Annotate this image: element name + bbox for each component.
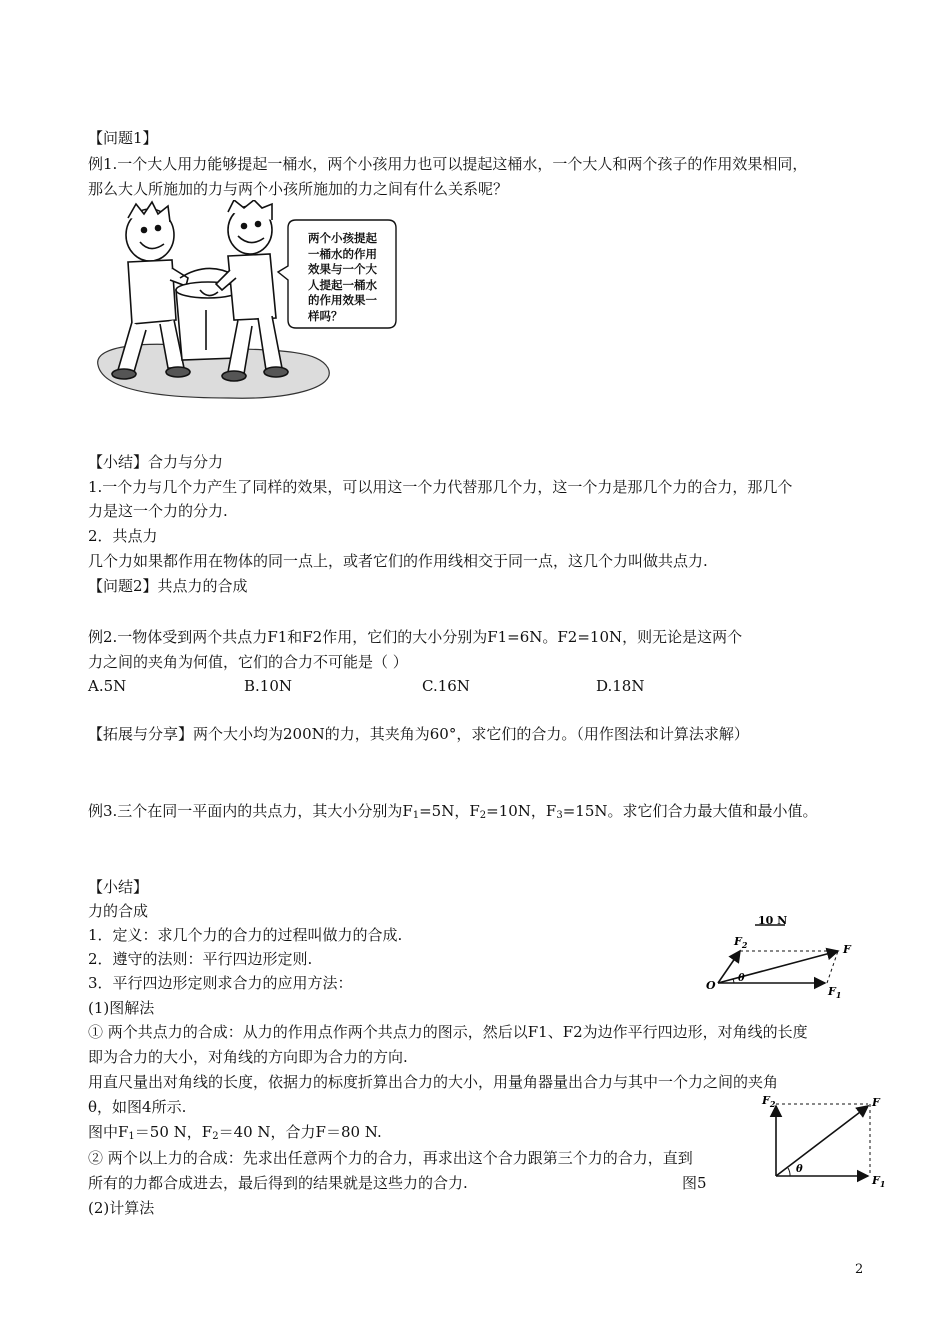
bubble-line: 效果与一个大: [308, 262, 377, 276]
summary-1-para-1-line-1: 1.一个力与几个力产生了同样的效果，可以用这一个力代替那几个力，这一个力是那几个力的合力，那几个: [88, 478, 793, 496]
method-2-line-1: ② 两个以上力的合成：先求出任意两个力的合力，再求出这个合力跟第三个力的合力，直到: [88, 1149, 693, 1167]
ex3-text: =5N，F: [419, 802, 480, 820]
summary-1-para-3: 几个力如果都作用在物体的同一点上，或者它们的作用线相交于同一点，这几个力叫做共点力.: [88, 552, 708, 570]
ex3-subscript: 1: [412, 810, 420, 821]
m1-text: ＝50 N，F: [134, 1123, 213, 1141]
ex3-text: =15N。求它们合力最大值和最小值。: [562, 802, 818, 820]
method-1-line-2: 即为合力的大小，对角线的方向即为合力的方向.: [88, 1048, 408, 1066]
definition-1: 1．定义：求几个力的合力的过程叫做力的合成.: [88, 926, 403, 944]
q1-heading: 【问题1】: [88, 129, 158, 147]
dashed-line: [827, 951, 838, 983]
origin-label: O: [706, 979, 716, 992]
method-1-line-3: 用直尺量出对角线的长度，依据力的标度折算出合力的大小，用量角器量出合力与其中一个力之间的夹角: [88, 1073, 779, 1091]
method-2-line-2: 所有的力都合成进去，最后得到的结果就是这些力的合力.: [88, 1174, 468, 1192]
f-label: F: [843, 943, 851, 956]
resultant-arrow: [776, 1106, 868, 1176]
f1-label: $F_1$: [872, 1174, 886, 1189]
option-a: A.5N: [88, 677, 127, 695]
bubble-line: 人提起一桶水: [308, 277, 377, 292]
definition-3: 3．平行四边形定则求合力的应用方法：: [88, 974, 353, 992]
bubble-line: 样吗？: [308, 308, 343, 323]
summary-2-heading: 【小结】: [88, 878, 149, 896]
example-2-line-2: 力之间的夹角为何值，它们的合力不可能是（ ）: [88, 653, 408, 671]
ex3-subscript: 3: [556, 810, 563, 821]
option-c: C.16N: [422, 677, 470, 695]
bubble-line: 的作用效果一: [308, 293, 377, 307]
f2-label: $F_2$: [762, 1094, 776, 1109]
m1-subscript: 2: [212, 1131, 219, 1142]
parallelogram-diagram: [700, 915, 870, 1015]
ex3-subscript: 2: [479, 810, 487, 821]
example-2-line-1: 例2.一物体受到两个共点力F1和F2作用，它们的大小分别为F1=6N。F2=10N，则无论是这两个: [88, 628, 743, 646]
figure-5-caption: 图5: [682, 1174, 707, 1192]
example-1-line-1: 例1.一个大人用力能够提起一桶水，两个小孩用力也可以提起这桶水，一个大人和两个孩子的作用效果相同，: [88, 155, 808, 173]
definition-2: 2．遵守的法则：平行四边形定则.: [88, 950, 313, 968]
method-2-title: (2)计算法: [88, 1199, 155, 1217]
method-1-title: (1)图解法: [88, 999, 155, 1017]
summary-1-para-1-line-2: 力是这一个力的分力.: [88, 502, 228, 520]
m1-text: 图中F: [88, 1123, 129, 1141]
summary-1-heading: 【小结】合力与分力: [88, 453, 224, 471]
m1-text: ＝40 N，合力F＝80 N.: [218, 1123, 382, 1141]
m1-subscript: 1: [128, 1131, 135, 1142]
page-number: 2: [855, 1262, 864, 1277]
theta-label: θ: [796, 1164, 803, 1175]
angle-arc: [788, 1168, 790, 1176]
f1-label: $F_1$: [828, 985, 842, 1000]
theta-label: θ: [738, 973, 745, 984]
f2-label: $F_2$: [734, 935, 748, 950]
example-1-line-2: 那么大人所施加的力与两个小孩所施加的力之间有什么关系呢？: [88, 180, 509, 198]
scale-label: 10 N: [758, 915, 788, 927]
force-composition-title: 力的合成: [88, 902, 149, 920]
summary-1-para-2: 2．共点力: [88, 527, 158, 545]
q2-heading: 【问题2】共点力的合成: [88, 577, 248, 595]
method-1-line-4: θ，如图4所示.: [88, 1098, 187, 1116]
ex3-text: 例3.三个在同一平面内的共点力，其大小分别为F: [88, 802, 413, 820]
method-1-line-5: [88, 1121, 382, 1148]
speech-bubble-text: [308, 231, 394, 324]
rectangle-diagram: [760, 1092, 890, 1192]
option-b: B.10N: [244, 677, 293, 695]
f-label: F: [872, 1096, 880, 1109]
bubble-line: 一桶水的作用: [308, 246, 377, 261]
ex3-text: =10N，F: [486, 802, 557, 820]
method-1-line-1: ① 两个共点力的合成：从力的作用点作两个共点力的图示，然后以F1、F2为边作平行四边形，对角线的长度: [88, 1023, 808, 1041]
example-3: [88, 800, 818, 827]
option-d: D.18N: [596, 677, 645, 695]
bubble-line: 两个小孩提起: [308, 231, 377, 245]
extension-task: 【拓展与分享】两个大小均为200N的力，其夹角为60°，求它们的合力。（用作图法和计算法求解）: [88, 725, 749, 743]
